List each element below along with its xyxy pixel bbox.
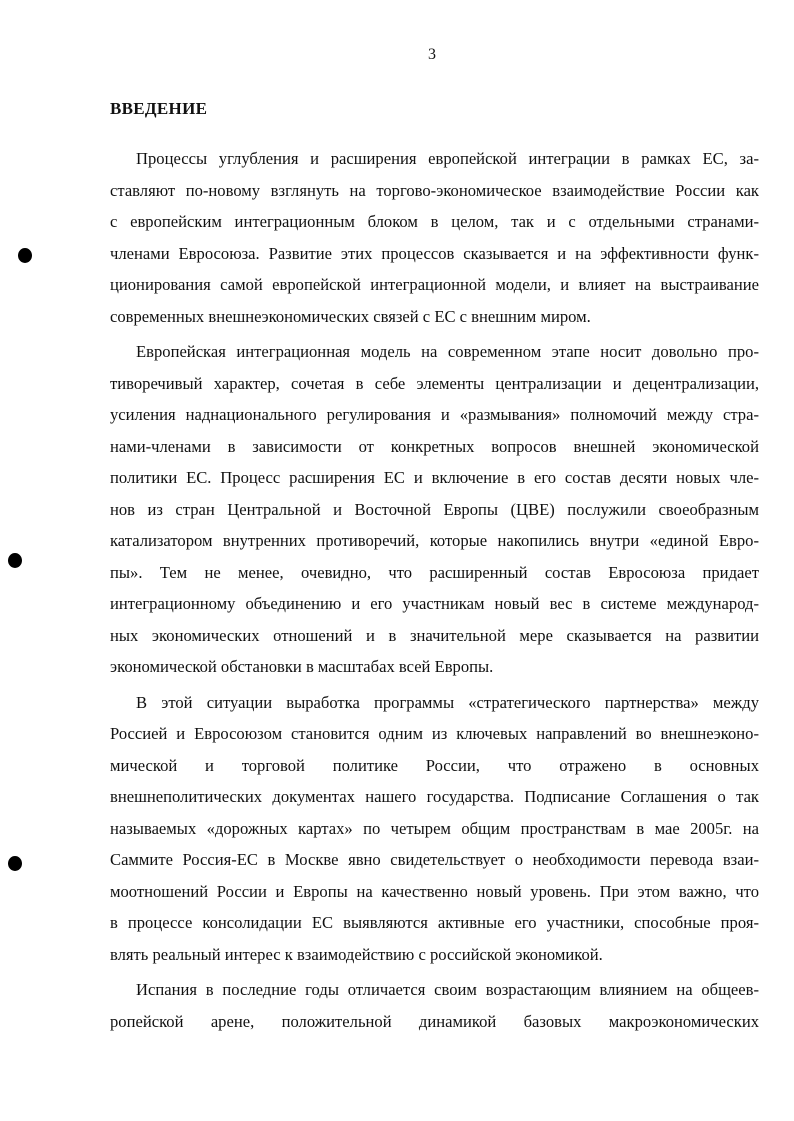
text-line: усиления наднационального регулирования и «размывания» полномочий между стра- — [110, 405, 759, 424]
hole-punch-mark-top — [18, 248, 32, 263]
text-line: катализатором внутренних противоречий, которые накопились внутри «единой Евро- — [110, 531, 759, 550]
body-text — [110, 143, 759, 1037]
text-line: ционирования самой европейской интеграционной модели, и влияет на выстраивание — [110, 275, 759, 294]
page-number: 3 — [428, 46, 436, 63]
text-line: моотношений России и Европы на качественно новый уровень. При этом важно, что — [110, 881, 759, 901]
paragraph-3 — [110, 687, 759, 971]
section-title: ВВЕДЕНИЕ — [110, 99, 208, 118]
text-line: экономической обстановки в масштабах всей Европы. — [110, 657, 494, 676]
text-line: современных внешнеэкономических связей с ЕС с внешним миром. — [110, 306, 591, 326]
text-line: Европейская интеграционная модель на современном этапе носит довольно про- — [136, 342, 759, 361]
text-line: В этой ситуации выработка программы «стратегического партнерства» между — [136, 692, 759, 712]
text-line: с европейским интеграционным блоком в целом, так и с отдельными странами- — [110, 212, 759, 231]
text-line: Испания в последние годы отличается своим возрастающим влиянием на общеев- — [136, 980, 759, 999]
text-line: тиворечивый характер, сочетая в себе элементы централизации и децентрализации, — [110, 373, 759, 393]
text-line: ных экономических отношений и в значительной мере сказывается на развитии — [110, 625, 759, 645]
text-line: в процессе консолидации ЕС выявляются активные его участники, способные проя- — [110, 913, 759, 932]
text-line: нов из стран Центральной и Восточной Европы (ЦВЕ) послужили своеобразным — [110, 499, 759, 519]
text-line: пы». Тем не менее, очевидно, что расширенный состав Евросоюза придает — [110, 562, 759, 582]
text-line: ставляют по-новому взглянуть на торгово-экономическое взаимодействие России как — [110, 180, 759, 200]
text-line: нами-членами в зависимости от конкретных вопросов внешней экономической — [110, 436, 759, 456]
text-line: называемых «дорожных картах» по четырем общим пространствам в мае 2005г. на — [110, 818, 759, 838]
text-line: Саммите Россия-ЕС в Москве явно свидетельствует о необходимости перевода взаи- — [110, 850, 759, 869]
text-line: членами Евросоюза. Развитие этих процессов сказывается и на эффективности функ- — [110, 243, 759, 263]
paragraph-1 — [110, 143, 759, 332]
text-line: Россией и Евросоюзом становится одним из ключевых направлений во внешнеэконо- — [110, 724, 759, 743]
text-line: Процессы углубления и расширения европейской интеграции в рамках ЕС, за- — [136, 149, 759, 168]
text-line: политики ЕС. Процесс расширения ЕС и включение в его состав десяти новых чле- — [110, 468, 759, 487]
text-line: внешнеполитических документах нашего государства. Подписание Соглашения о так — [110, 787, 759, 806]
hole-punch-mark-middle — [8, 553, 22, 568]
text-line: интеграционному объединению и его участникам новый вес в системе международ- — [110, 594, 759, 613]
text-line: влять реальный интерес к взаимодействию с российской экономикой. — [110, 944, 603, 964]
paragraph-4 — [110, 974, 759, 1037]
paragraph-2 — [110, 336, 759, 683]
text-line: мической и торговой политике России, что отражено в основных — [110, 755, 759, 775]
hole-punch-mark-bottom — [8, 856, 22, 871]
text-line: ропейской арене, положительной динамикой базовых макроэкономических — [110, 1011, 759, 1031]
